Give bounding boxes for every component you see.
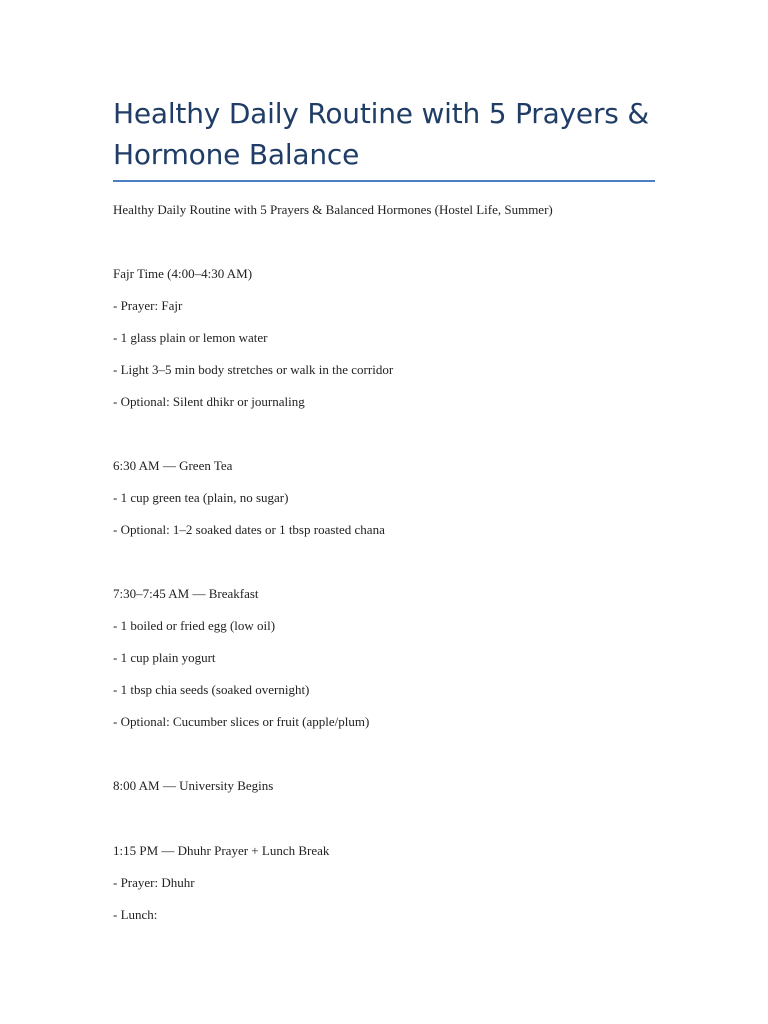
list-item: - 1 boiled or fried egg (low oil) xyxy=(113,618,276,633)
document-title: Healthy Daily Routine with 5 Prayers & Hormone Balance xyxy=(113,97,649,171)
section-heading-dhuhr: 1:15 PM — Dhuhr Prayer + Lunch Break xyxy=(113,843,330,858)
section-heading-green-tea: 6:30 AM — Green Tea xyxy=(113,458,233,473)
section-heading-breakfast: 7:30–7:45 AM — Breakfast xyxy=(113,586,259,601)
list-item: - Prayer: Dhuhr xyxy=(113,875,195,890)
list-item: - Lunch: xyxy=(113,907,158,922)
list-item: - Prayer: Fajr xyxy=(113,298,183,313)
list-item: - 1 tbsp chia seeds (soaked overnight) xyxy=(113,682,310,697)
section-heading-university: 8:00 AM — University Begins xyxy=(113,778,274,793)
list-item: - Optional: Silent dhikr or journaling xyxy=(113,394,305,409)
intro-paragraph: Healthy Daily Routine with 5 Prayers & Balanced Hormones (Hostel Life, Summer) xyxy=(113,202,553,217)
title-underline xyxy=(113,180,655,182)
section-heading-fajr: Fajr Time (4:00–4:30 AM) xyxy=(113,266,253,281)
list-item: - Optional: Cucumber slices or fruit (apple/plum) xyxy=(113,714,370,729)
list-item: - 1 cup green tea (plain, no sugar) xyxy=(113,490,289,505)
list-item: - 1 cup plain yogurt xyxy=(113,650,216,665)
list-item: - 1 glass plain or lemon water xyxy=(113,330,268,345)
list-item: - Light 3–5 min body stretches or walk in the corridor xyxy=(113,362,394,377)
list-item: - Optional: 1–2 soaked dates or 1 tbsp roasted chana xyxy=(113,522,385,537)
